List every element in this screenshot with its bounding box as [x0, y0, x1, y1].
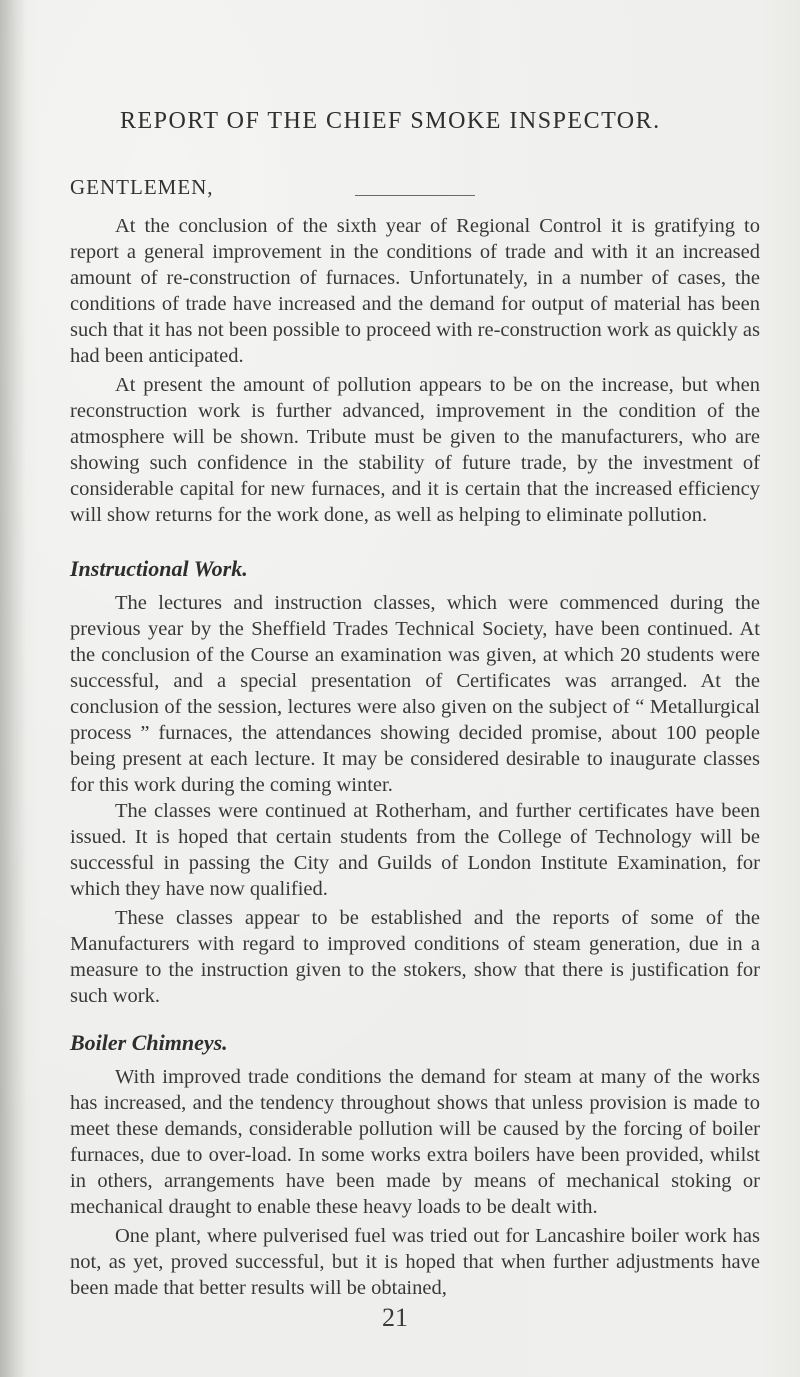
paragraph-2: At present the amount of pollution appears to be on the increase, but when reconstruction work is further advanced, improvement in the condition of the atmosphere will be shown. Tribute must be given to the manufacturers, who are showing such confidence in the stability of future trade, by the investment of considerable capital for new furnaces, and it is certain that the increased efficiency will show returns for the work done, as well as helping to eliminate pollution. — [70, 374, 760, 526]
paragraph-1: At the conclusion of the sixth year of Regional Control it is gratifying to report a general improvement in the conditions of trade and with it an increased amount of re-construction of furnaces. Unfortunately, in a number of cases, the conditions of trade have increased and the demand for output of material has been such that it has not been possible to proceed with re-construction work as quickly as had been anticipated. — [70, 215, 761, 367]
title-rule — [355, 195, 475, 196]
binding-shadow — [0, 0, 26, 1377]
heading-boiler-chimneys: Boiler Chimneys. — [70, 1030, 228, 1055]
page-number: 21 — [382, 1303, 408, 1332]
paragraph-3: The lectures and instruction classes, which were commenced during the previous year by the Sheffield Trades Technical Society, have been continued. At the conclusion of the Course an examination was given, at which 20 students were successful, and a special presentation of Certificates was arranged. At the conclusion of the session, lectures were also given on the subject of “ Metallurgical process ” furnaces, the attendances showing decided promise, about 100 people being present at each lecture. It may be considered desirable to inaugurate classes for this work during the coming winter. — [70, 592, 760, 796]
salutation: GENTLEMEN, — [70, 175, 214, 199]
paragraph-6: With improved trade conditions the demand for steam at many of the works has increased, and the tendency throughout shows that unless provision is made to meet these demands, considerable pollution will be caused by the forcing of boiler furnaces, due to over-load. In some works extra boilers have been provided, whilst in others, arrangements have been made by means of mechanical stoking or mechanical draught to enable these heavy loads to be dealt with. — [70, 1066, 760, 1218]
report-title: REPORT OF THE CHIEF SMOKE INSPECTOR. — [120, 108, 661, 134]
heading-instructional-work: Instructional Work. — [70, 556, 248, 581]
paragraph-7: One plant, where pulverised fuel was tried out for Lancashire boiler work has not, as yet, proved successful, but it is hoped that when further adjustments have been made that better results will be obtained, — [70, 1225, 760, 1299]
paragraph-5: These classes appear to be established and the reports of some of the Manufacturers with regard to improved conditions of steam generation, due in a measure to the instruction given to the stokers, show that there is justification for such work. — [70, 907, 760, 1007]
paragraph-4: The classes were continued at Rotherham, and further certificates have been issued. It is hoped that certain students from the College of Technology will be successful in passing the City and Guilds of London Institute Examination, for which they have now qualified. — [70, 800, 760, 900]
